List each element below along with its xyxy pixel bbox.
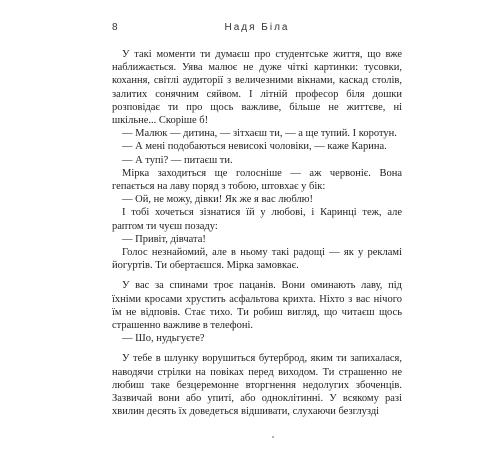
page-body bbox=[112, 48, 402, 418]
paragraph: — Привіт, дівчата! bbox=[122, 233, 206, 245]
paragraph: Голос незнайомий, але в ньому такі радощі — як у рекламі йогуртів. Ти обертаєшся. Мірка замовкає. bbox=[112, 247, 402, 272]
paragraph: У тебе в шлунку ворушиться бутерброд, яким ти запихалася, наводячи стрілки на повіках перед виходом. Ти страшенно не любиш таке безцеремонне вторгнення недолугих збоченців. Зазвичай вони або упиті, або одноклітинні. У всякому разі хвилин десять їх доведеться відшивати, слухаючи безглузді bbox=[112, 353, 402, 418]
running-title: Надя Біла bbox=[224, 22, 290, 33]
page-mark bbox=[272, 436, 274, 438]
page-number: 8 bbox=[112, 22, 118, 33]
paragraph: — Малюк — дитина, — зітхаєш ти, — а ще тупий. І коротун. bbox=[122, 128, 397, 140]
page-header bbox=[112, 22, 402, 36]
paragraph: І тобі хочеться зізнатися їй у любові, і Каринці теж, але раптом ти чуєш позаду: bbox=[112, 207, 402, 232]
paragraph: Мірка заходиться ще голосніше — аж червоніє. Вона гепається на лаву поряд з тобою, штовхає у бік: bbox=[112, 167, 402, 193]
paragraph: — Шо, нудьгуєте? bbox=[122, 333, 205, 345]
paragraph: У такі моменти ти думаєш про студентське життя, що вже наближається. Уява малює не дуже чіткі картинки: тусовки, кохання, світлі аудиторії з величезними вікнами, каскад столів, залитих сонячним сяйвом. І літній професор біля дошки розповідає ти про щось важливе, більше не життєве, ні шкільне... Скоріше б! bbox=[112, 49, 402, 127]
paragraph: У вас за спинами троє пацанів. Вони оминають лаву, під їхніми кросами хрустить асфальтова крихта. Ніхто з вас нічого їм не відповів. Стає тихо. Ти робиш вигляд, що читаєш щось страшенно важливе в телефоні. bbox=[112, 280, 402, 332]
paragraph: — А мені подобаються невисокі чоловіки, — каже Карина. bbox=[122, 141, 387, 153]
paragraph: — Ой, не можу, дівки! Як же я вас люблю! bbox=[122, 194, 313, 206]
paragraph: — А тупі? — питаєш ти. bbox=[122, 154, 233, 166]
